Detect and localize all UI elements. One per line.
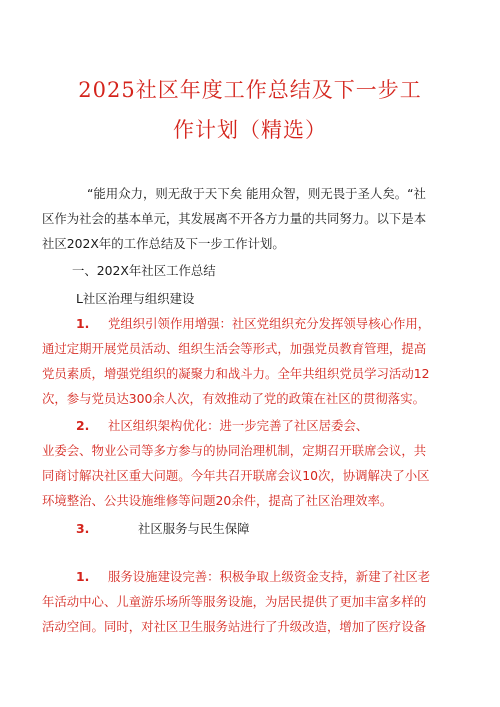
item-1-number: 1. (76, 316, 90, 331)
item-3-label: 社区服务与民生保障 (138, 521, 250, 536)
item-4-line-3: 活动空间。同时，对社区卫生服务站进行了升级改造，增加了医疗设备 (42, 619, 427, 634)
item-4-line-2: 年活动中心、儿童游乐场所等服务设施，为居民提供了更加丰富多样的 (42, 594, 427, 609)
item-1-line-1: 党组织引领作用增强：社区党组织充分发挥领导核心作用， (108, 316, 431, 331)
item-1-line-2: 通过定期开展党员活动、组织生活会等形式，加强党员教育管理，提高 (42, 341, 427, 356)
item-2-line-2: 业委会、物业公司等多方参与的协同治理机制，定期召开联席会议，共 (42, 443, 427, 458)
item-2-line-4: 环境整治、公共设施维修等问题20余件，提高了社区治理效率。 (42, 493, 393, 508)
item-3-number: 3. (76, 521, 90, 536)
item-1-line-4: 次，参与党员达300余人次，有效推动了党的政策在社区的贯彻落实。 (42, 391, 425, 406)
item-4-number: 1. (76, 569, 90, 584)
document-title-line-2: 作计划（精选） (173, 118, 327, 142)
subsection-heading: L社区治理与组织建设 (76, 291, 195, 306)
section-heading: 一、202X年社区工作总结 (72, 263, 216, 278)
intro-line-1: “能用众力，则无敌于天下矣 能用众智，则无畏于圣人矣。“社 (87, 186, 426, 201)
item-2-line-1: 社区组织架构优化：进一步完善了社区居委会、 (108, 418, 369, 433)
document-title-line-1: 2025社区年度工作总结及下一步工 (78, 78, 422, 102)
intro-line-3: 社区202X年的工作总结及下一步工作计划。 (42, 236, 285, 251)
item-4-line-1: 服务设施建设完善：积极争取上级资金支持，新建了社区老 (108, 569, 431, 584)
item-2-line-3: 同商讨解决社区重大问题。今年共召开联席会议10次，协调解决了小区 (42, 468, 430, 483)
item-2-number: 2. (76, 418, 90, 433)
item-1-line-3: 党员素质，增强党组织的凝聚力和战斗力。全年共组织党员学习活动12 (42, 366, 430, 381)
intro-line-2: 区作为社会的基本单元，其发展离不开各方力量的共同努力。以下是本 (42, 211, 427, 226)
